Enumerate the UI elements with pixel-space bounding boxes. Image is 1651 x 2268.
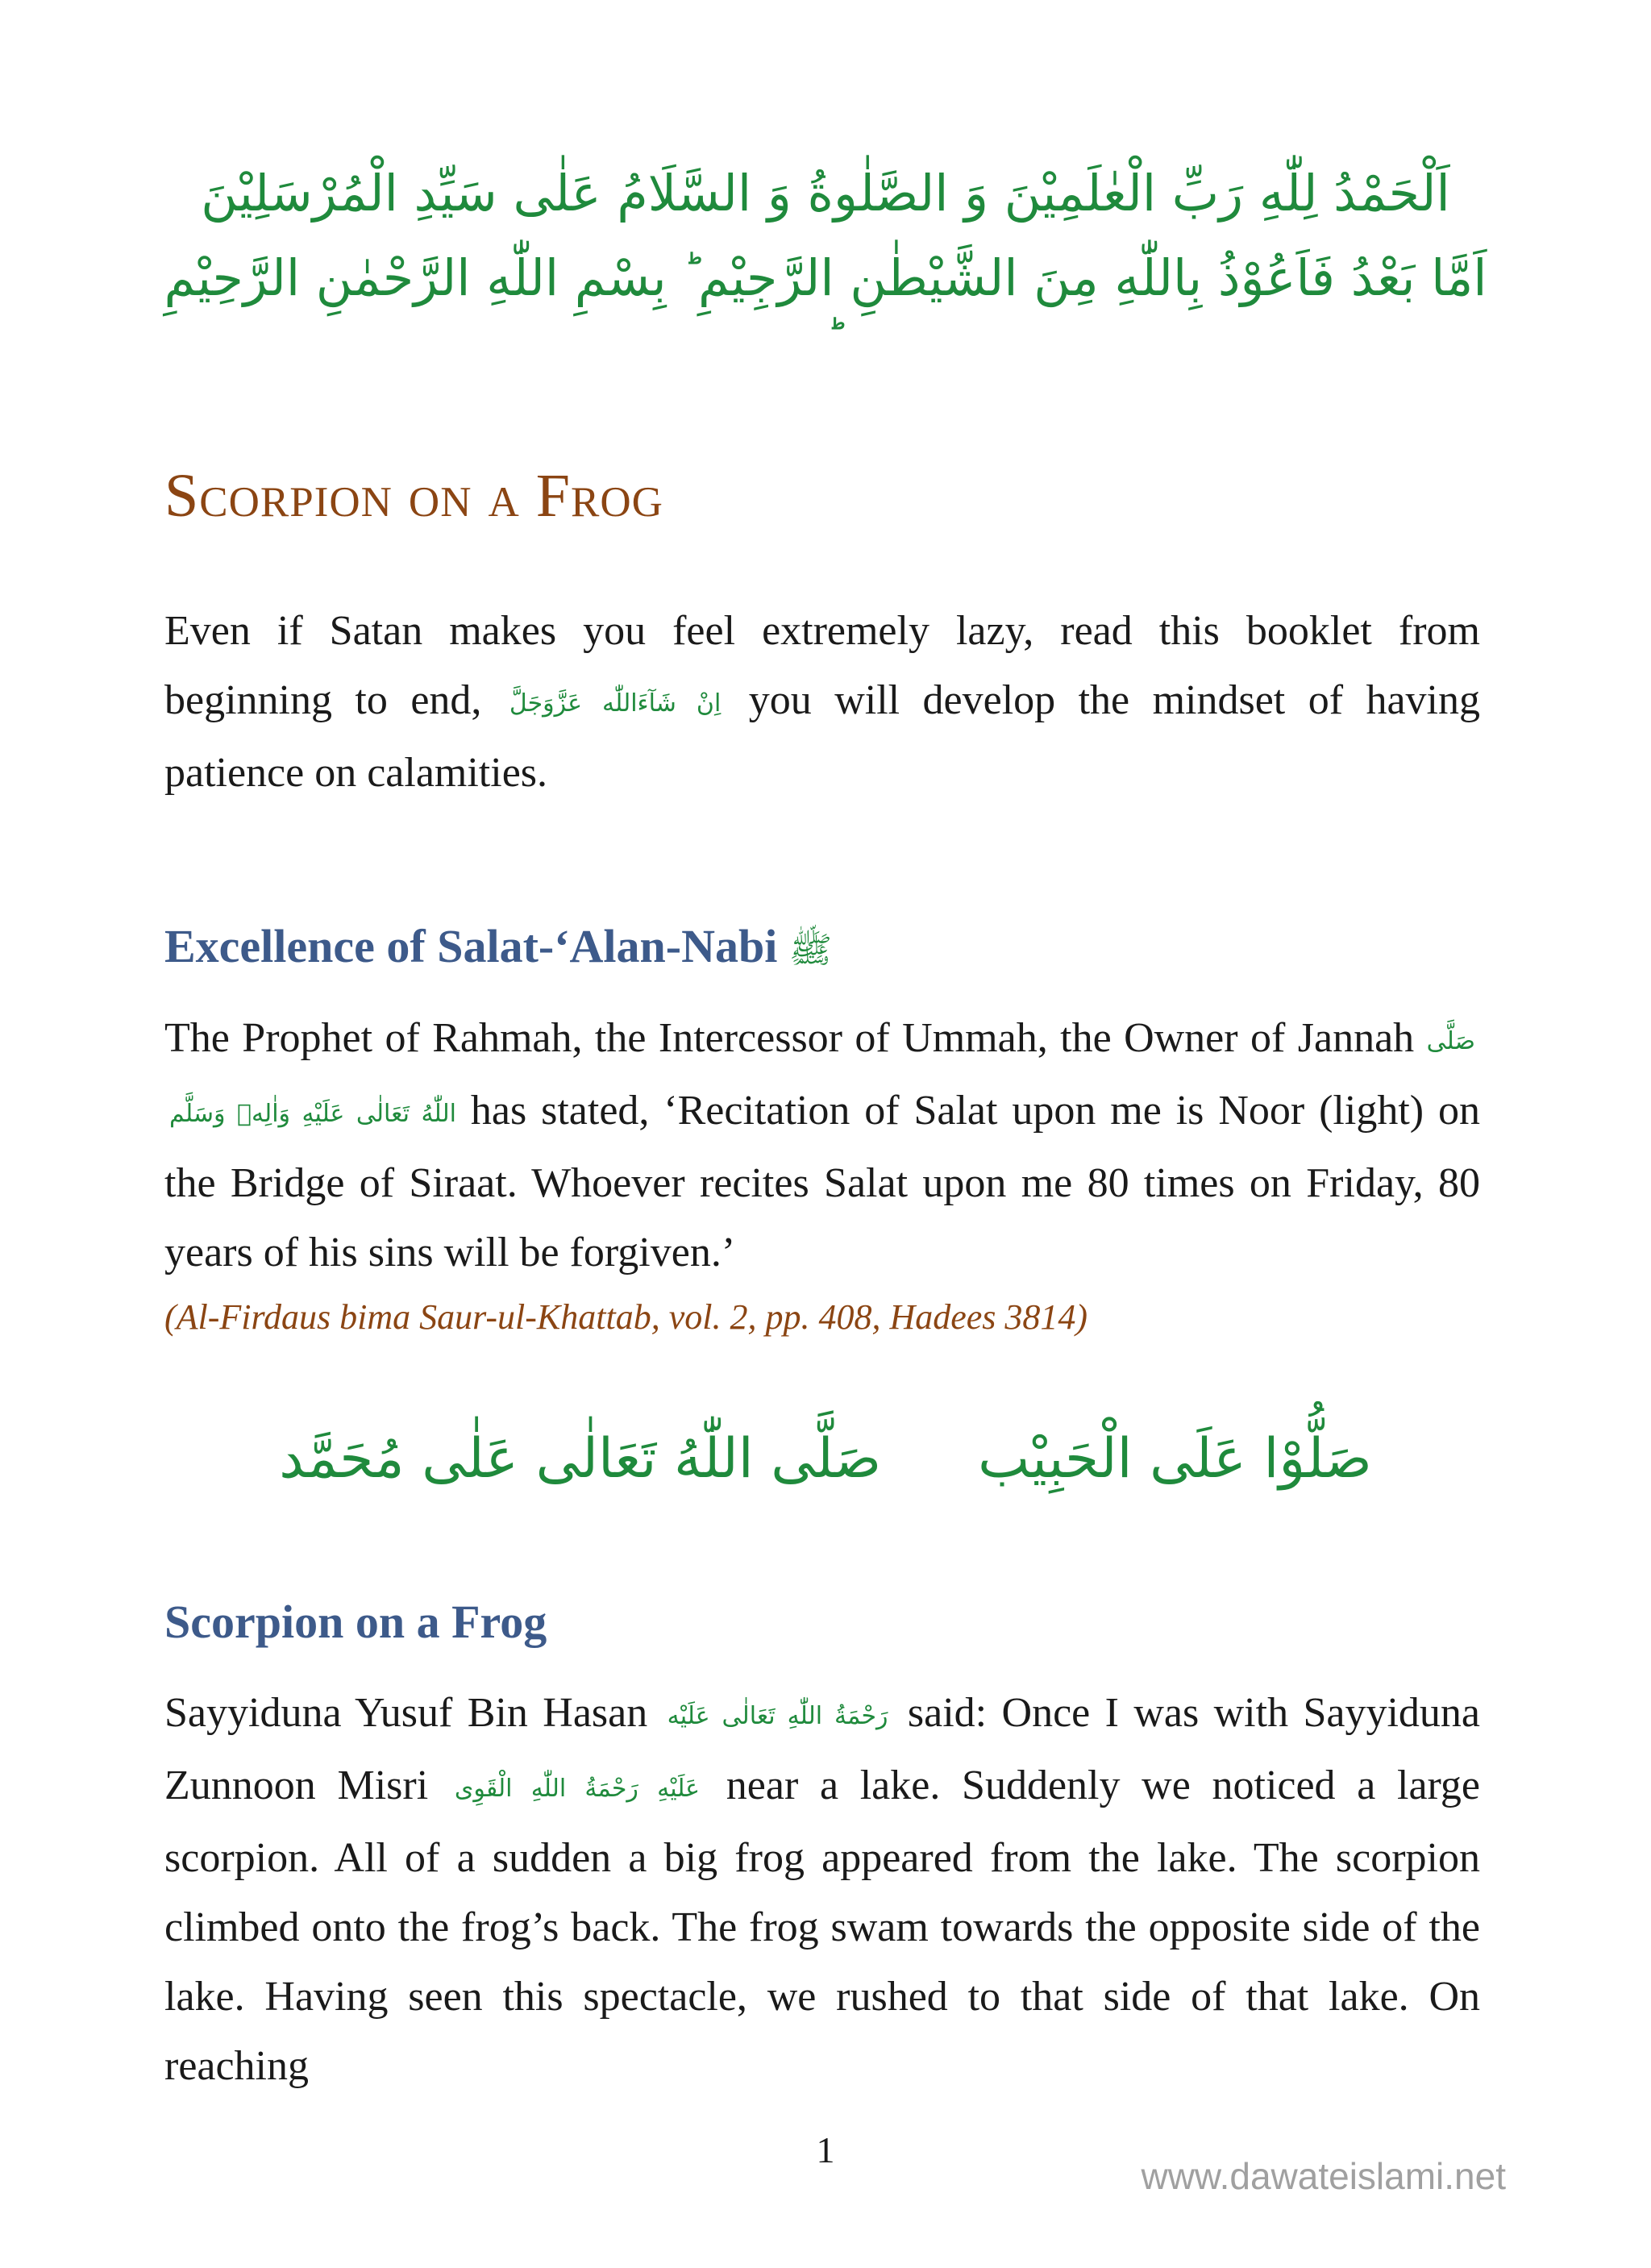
page-title: Scorpion on a Frog [164,462,663,530]
story-arabic-1: رَحْمَةُ اللّٰهِ تَعَالٰى عَلَيْه [667,1702,888,1731]
intro-paragraph [164,597,1480,808]
intro-arabic-phrase: اِنْ شَآءَاللّٰه عَزَّوَجَلَّ [509,689,722,718]
salutation-glyph: ﷺ [788,930,832,971]
salat-invocation-row [161,1427,1490,1491]
intro-text-2: you will develop the mindset of having patience on calamities. [164,677,1480,797]
opening-invocation-line-2: اَمَّا بَعْدُ فَاَعُوْذُ بِاللّٰهِ مِنَ الشَّيْطٰنِ الرَّجِيْمِ ؕ بِسْمِ اللّٰهِ الرَّحْمٰنِ الرَّحِيْمِ [164,248,1487,307]
salat-response: صَلَّى اللّٰهُ تَعَالٰى عَلٰى مُحَمَّد [279,1427,882,1491]
section-heading-excellence-text: Excellence of Salat-‘Alan-Nabi [164,920,778,972]
story-text-1: Sayyiduna Yusuf Bin Hasan [164,1690,648,1736]
section-heading-scorpion: Scorpion on a Frog [164,1596,547,1648]
excellence-text-1: The Prophet of Rahmah, the Intercessor of Ummah, the Owner of Jannah [164,1015,1415,1061]
website-watermark: www.dawateislami.net [1141,2155,1506,2197]
story-text-2: said: Once I was with Sayyiduna Zunnoon Misri [164,1690,1481,1809]
excellence-arabic-salutation: صَلَّى اللّٰهُ تَعَالٰى عَلَيْهِ وَاٰلِهٖ وَسَلَّم [169,1027,1476,1129]
excellence-text-2: has stated, ‘Recitation of Salat upon me is Noor (light) on the Bridge of Siraat. Whoever recites Salat upon me 80 times on Friday, 80 years of his sins will be forgiven.’ [164,1088,1481,1276]
section-heading-excellence [164,919,832,980]
story-arabic-2: عَلَيْهِ رَحْمَةُ اللّٰهِ الْقَوِى [454,1775,701,1804]
excellence-paragraph [164,1004,1480,1288]
salat-call: صَلُّوْا عَلَى الْحَبِيْب [978,1427,1372,1491]
opening-invocation-line-1: اَلْحَمْدُ لِلّٰهِ رَبِّ الْعٰلَمِيْنَ وَ الصَّلٰوةُ وَ السَّلَامُ عَلٰى سَيِّدِ الْمُرْسَلِيْنَ [201,164,1450,223]
story-paragraph [164,1679,1480,2101]
page-number: 1 [816,2129,835,2170]
story-text-3: near a lake. Suddenly we noticed a large scorpion. All of a sudden a big frog appeared from the lake. The scorpion climbed onto the frog’s back. The frog swam towards the opposite side of the lake. Having seen this spectacle, we rushed to that side of that lake. On reaching [164,1762,1481,2090]
intro-text-1: Even if Satan makes you feel extremely lazy, read this booklet from beginning to end, [164,608,1480,723]
hadith-citation: (Al-Firdaus bima Saur-ul-Khattab, vol. 2, pp. 408, Hadees 3814) [164,1297,1088,1337]
